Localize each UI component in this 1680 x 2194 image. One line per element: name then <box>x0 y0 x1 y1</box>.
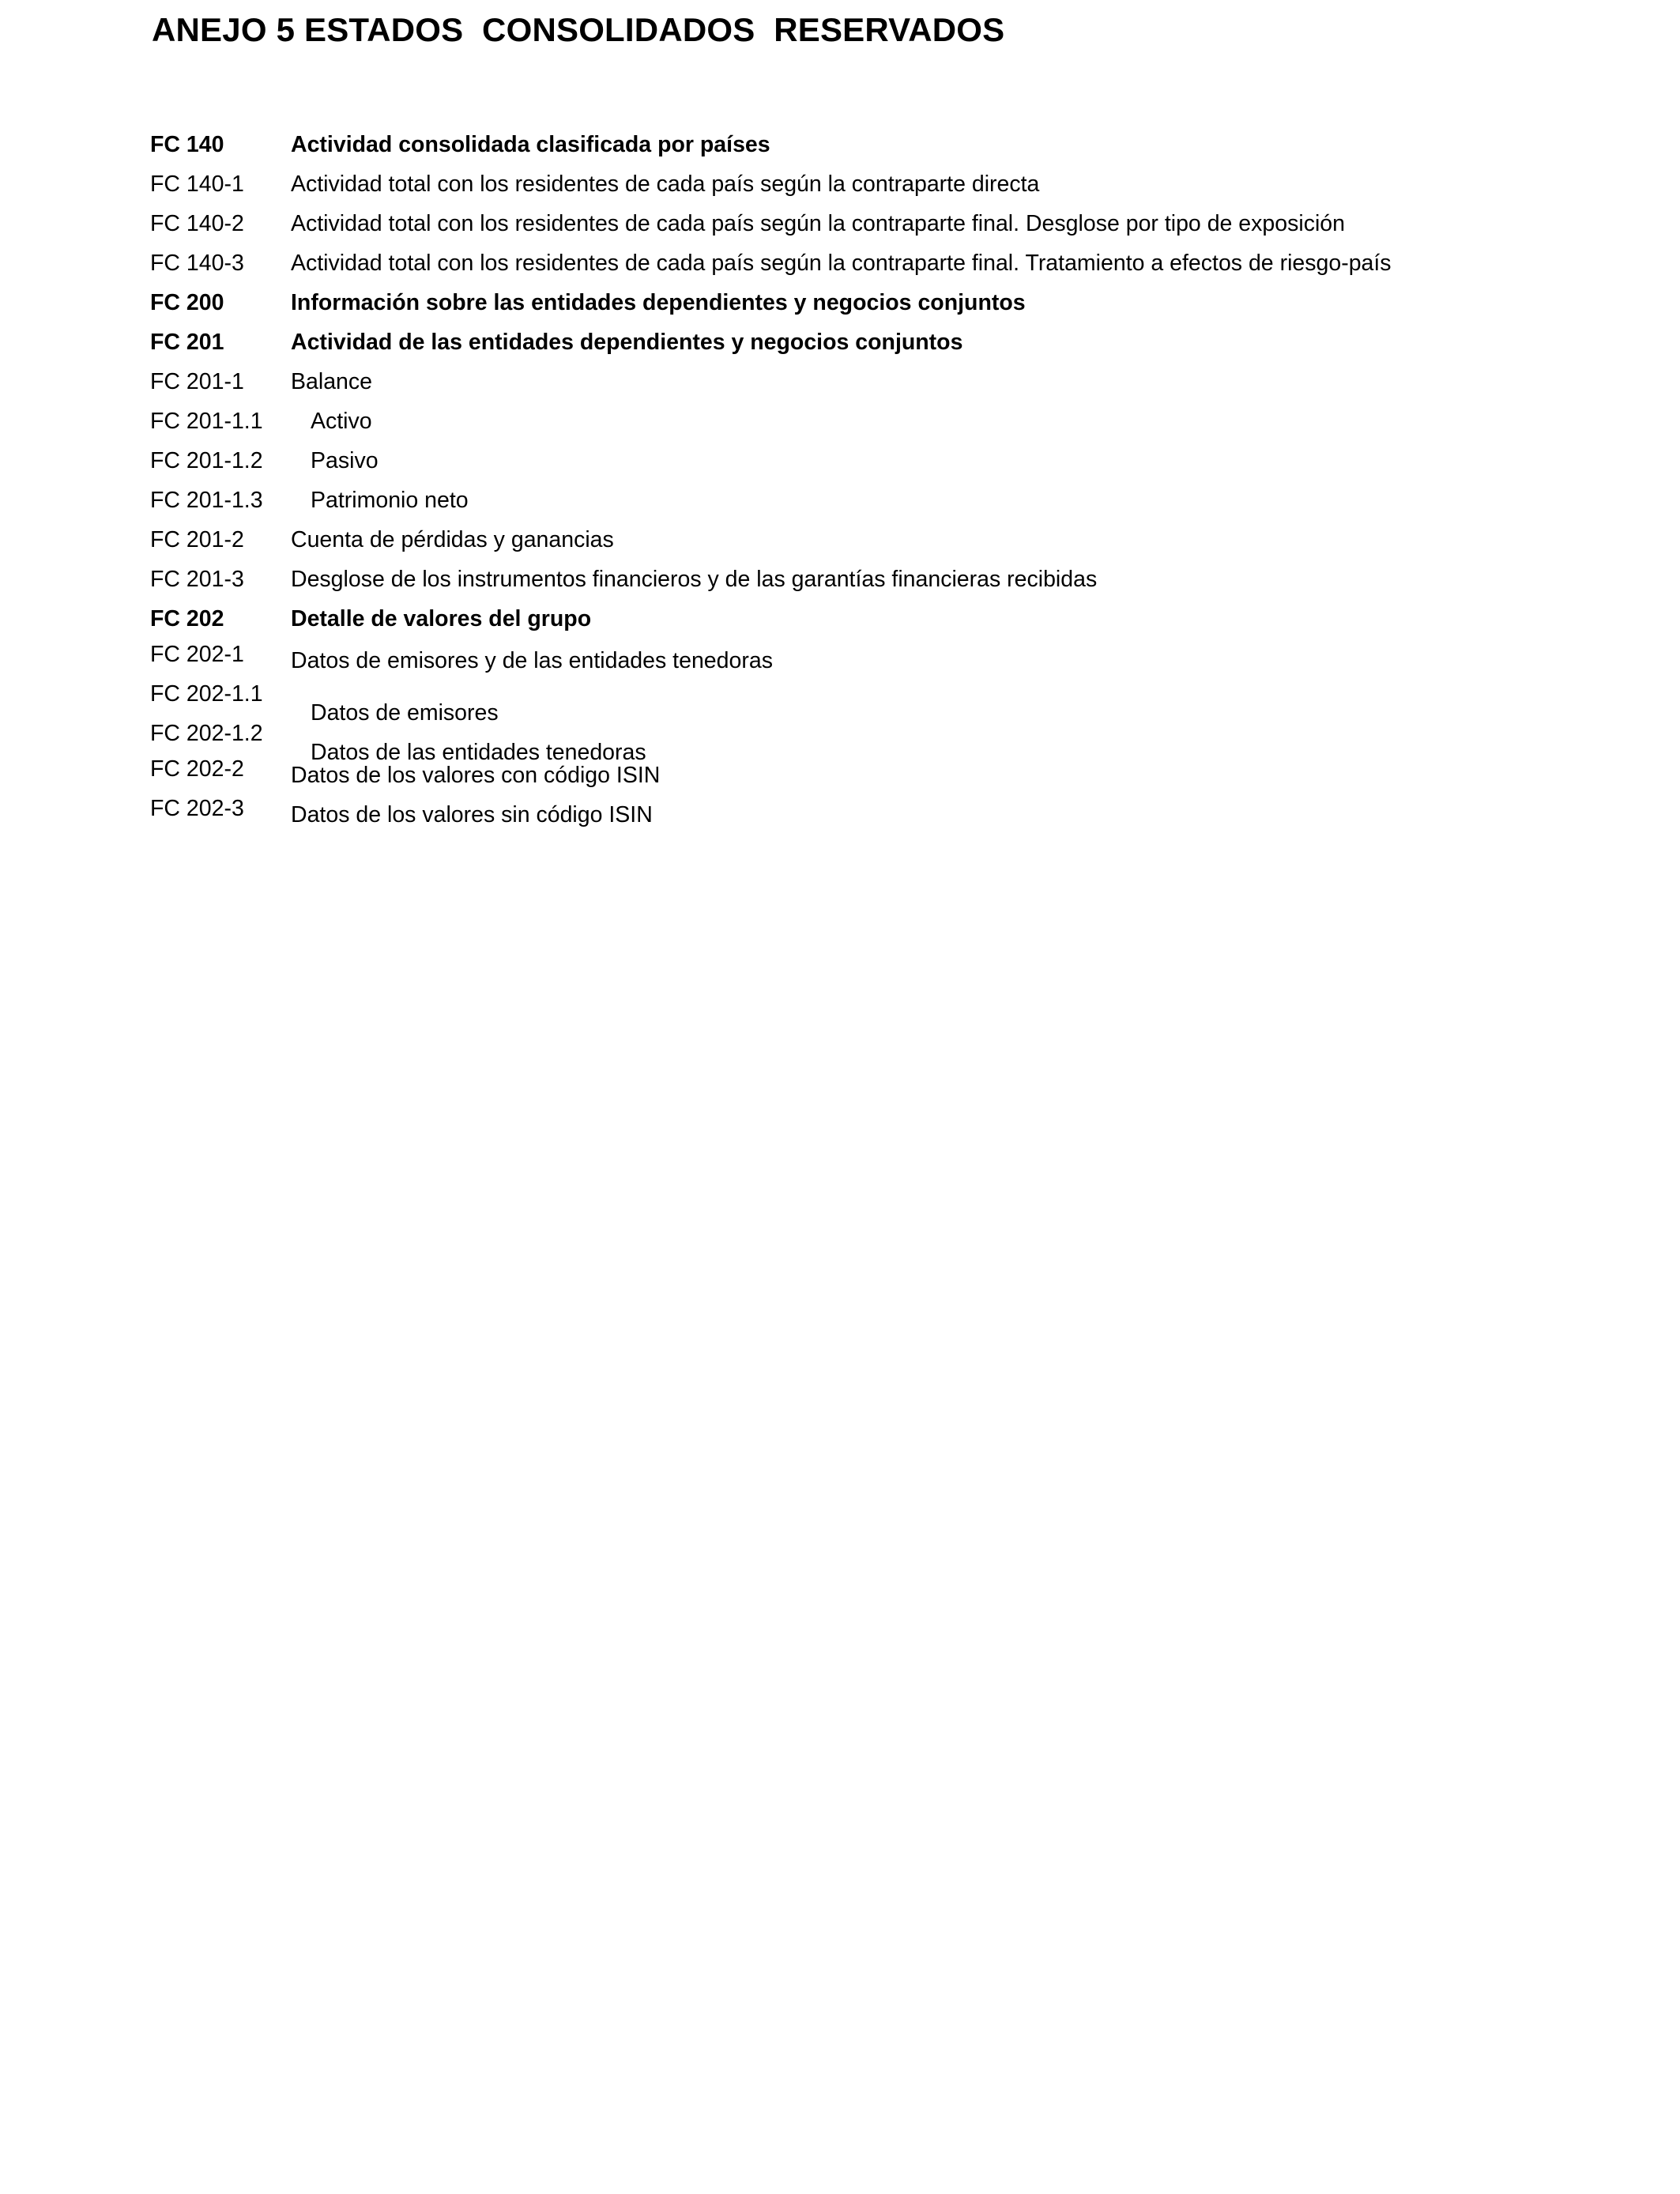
statement-row <box>150 524 1612 556</box>
statement-row <box>150 753 1612 788</box>
statement-description: Datos de los valores sin código ISIN <box>291 802 653 827</box>
statement-row <box>150 168 1612 200</box>
statement-description: Datos de emisores <box>311 700 499 726</box>
statement-row <box>150 793 1612 827</box>
statement-description: Datos de emisores y de las entidades tenedoras <box>291 648 773 673</box>
statement-code: FC 140-3 <box>150 251 244 276</box>
statement-description: Activo <box>311 409 372 434</box>
statement-description: Patrimonio neto <box>311 488 469 513</box>
statement-description: Información sobre las entidades dependientes y negocios conjuntos <box>291 290 1026 315</box>
statement-code: FC 202-1.1 <box>150 681 263 707</box>
statement-row <box>150 445 1612 477</box>
statement-row <box>150 564 1612 595</box>
statement-row <box>150 129 1612 160</box>
statement-description: Actividad total con los residentes de cada país según la contraparte final. Desglose por tipo de exposición <box>291 211 1345 236</box>
statement-description: Desglose de los instrumentos financieros y de las garantías financieras recibidas <box>291 567 1098 592</box>
statement-description: Actividad de las entidades dependientes y negocios conjuntos <box>291 330 963 355</box>
statement-code: FC 200 <box>150 290 224 315</box>
statement-row <box>150 678 1612 726</box>
statement-code: FC 201-1.2 <box>150 448 263 473</box>
statement-description: Detalle de valores del grupo <box>291 606 592 631</box>
statement-code: FC 201-2 <box>150 527 244 552</box>
statement-row <box>150 603 1612 635</box>
statement-code: FC 140-2 <box>150 211 244 236</box>
document-title: ANEJO 5 ESTADOS CONSOLIDADOS RESERVADOS <box>152 11 1005 48</box>
statement-row <box>150 208 1612 239</box>
statement-description: Actividad consolidada clasificada por países <box>291 132 770 157</box>
statement-code: FC 202-1 <box>150 642 244 667</box>
statement-row <box>150 405 1612 437</box>
statement-row <box>150 484 1612 516</box>
statement-description: Cuenta de pérdidas y ganancias <box>291 527 614 552</box>
statement-code: FC 201-3 <box>150 567 244 592</box>
statement-code: FC 202-2 <box>150 756 244 782</box>
statement-code: FC 201 <box>150 330 224 355</box>
statement-code: FC 202-3 <box>150 796 244 821</box>
statement-description: Balance <box>291 369 372 394</box>
statement-description: Datos de los valores con código ISIN <box>291 763 661 788</box>
statement-row <box>150 718 1612 765</box>
statement-code: FC 201-1.3 <box>150 488 263 513</box>
statement-code: FC 202-1.2 <box>150 721 263 746</box>
statement-row <box>150 639 1612 673</box>
statement-description: Actividad total con los residentes de cada país según la contraparte final. Tratamiento a efectos de riesgo-país <box>291 251 1392 276</box>
statement-row <box>150 287 1612 319</box>
statement-code: FC 140 <box>150 132 224 157</box>
statement-code: FC 202 <box>150 606 224 631</box>
statement-description: Pasivo <box>311 448 379 473</box>
statement-row <box>150 326 1612 358</box>
statement-code: FC 201-1.1 <box>150 409 263 434</box>
statement-description: Datos de las entidades tenedoras <box>311 740 646 765</box>
statement-code: FC 201-1 <box>150 369 244 394</box>
statement-code: FC 140-1 <box>150 172 244 197</box>
statement-description: Actividad total con los residentes de cada país según la contraparte directa <box>291 172 1040 197</box>
statement-row <box>150 247 1612 279</box>
statement-row <box>150 366 1612 398</box>
